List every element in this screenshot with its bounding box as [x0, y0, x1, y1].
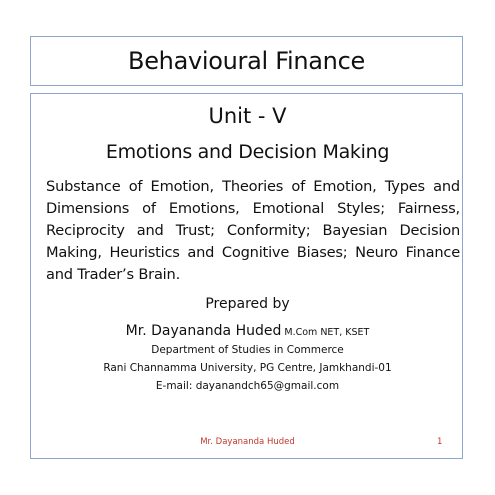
author-name: Mr. Dayananda Huded [125, 323, 282, 339]
footer-page-number: 1 [437, 437, 443, 447]
prepared-by-label: Prepared by [205, 296, 290, 312]
slide-title: Behavioural Finance [128, 47, 365, 75]
unit-heading: Unit - V [208, 104, 287, 128]
title-box [30, 36, 463, 86]
footer-author: Mr. Dayananda Huded [200, 437, 295, 447]
university-line: Rani Channamma University, PG Centre, Jamkhandi-01 [103, 362, 392, 374]
author-line [0, 320, 495, 339]
topics-paragraph: Substance of Emotion, Theories of Emotion, Types and Dimensions of Emotions, Emotional Styles; Fairness, Reciprocity and Trust; Conformity; Bayesian Decision Making, Heuristics and Cognitive Biases; Neuro Finance and Trader’s Brain. [46, 178, 460, 283]
email-line: E-mail: dayanandch65@gmail.com [155, 380, 340, 392]
department-line: Department of Studies in Commerce [151, 344, 344, 356]
unit-subtitle: Emotions and Decision Making [105, 141, 390, 163]
author-qualifications: M.Com NET, KSET [281, 327, 370, 338]
